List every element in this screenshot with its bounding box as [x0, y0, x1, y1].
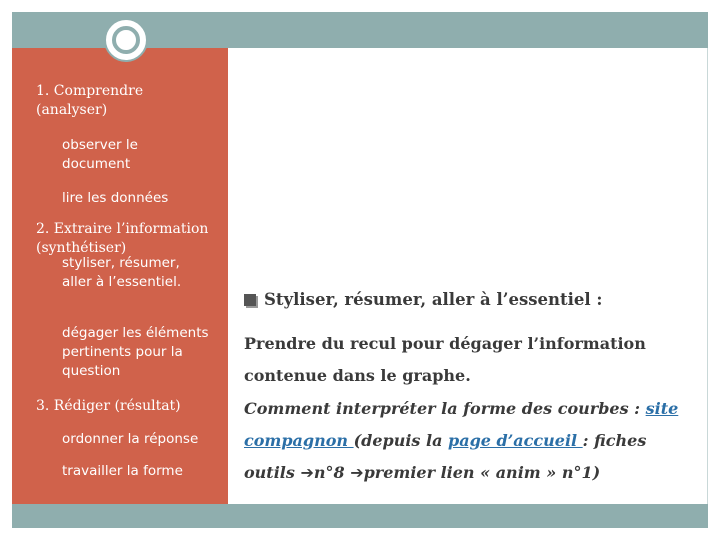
sidebar-item-comprendre: 1. Comprendre (analyser) [36, 83, 144, 118]
body-line-2: contenue dans le graphe. [244, 366, 471, 385]
sidebar-item-observer: observer le document [62, 137, 138, 172]
right-arrow-icon: ➔ [300, 463, 314, 482]
body-line-1: Prendre du recul pour dégager l’information [244, 334, 646, 353]
line4-text-1: (depuis la [353, 431, 449, 450]
sidebar-item-rediger: 3. Rédiger (résultat) [36, 398, 181, 414]
right-arrow-icon: ➔ [350, 463, 364, 482]
square-bullet-icon [244, 294, 256, 306]
line5-text-2: n°8 [313, 463, 351, 482]
line5-text-1: outils [244, 463, 301, 482]
compagnon-link[interactable]: compagnon [244, 431, 354, 450]
sidebar-item-travailler: travailler la forme [62, 463, 183, 479]
line3-text: Comment interpréter la forme des courbes : [244, 399, 646, 418]
sidebar-item-ordonner: ordonner la réponse [62, 431, 199, 447]
sidebar-item-lire: lire les données [62, 190, 169, 206]
body-line-4 [244, 431, 646, 450]
page-accueil-link[interactable]: page d’accueil [448, 431, 583, 450]
sidebar-item-extraire: 2. Extraire l’information (synthétiser) [36, 221, 209, 256]
line4-text-2: : fiches [582, 431, 647, 450]
body-line-5 [244, 463, 600, 482]
sidebar-item-degager: dégager les éléments pertinents pour la question [62, 325, 209, 379]
site-link[interactable]: site [645, 399, 679, 418]
heading-text: Styliser, résumer, aller à l’essentiel : [264, 290, 603, 309]
bottom-banner [12, 504, 708, 528]
line5-text-3: premier lien « anim » n°1) [363, 463, 601, 482]
section-heading [244, 290, 603, 309]
body-line-3 [244, 399, 678, 418]
sidebar-item-styliser: styliser, résumer, aller à l’essentiel. [62, 255, 182, 290]
ring-logo-icon [104, 18, 148, 62]
sidebar [12, 48, 228, 504]
